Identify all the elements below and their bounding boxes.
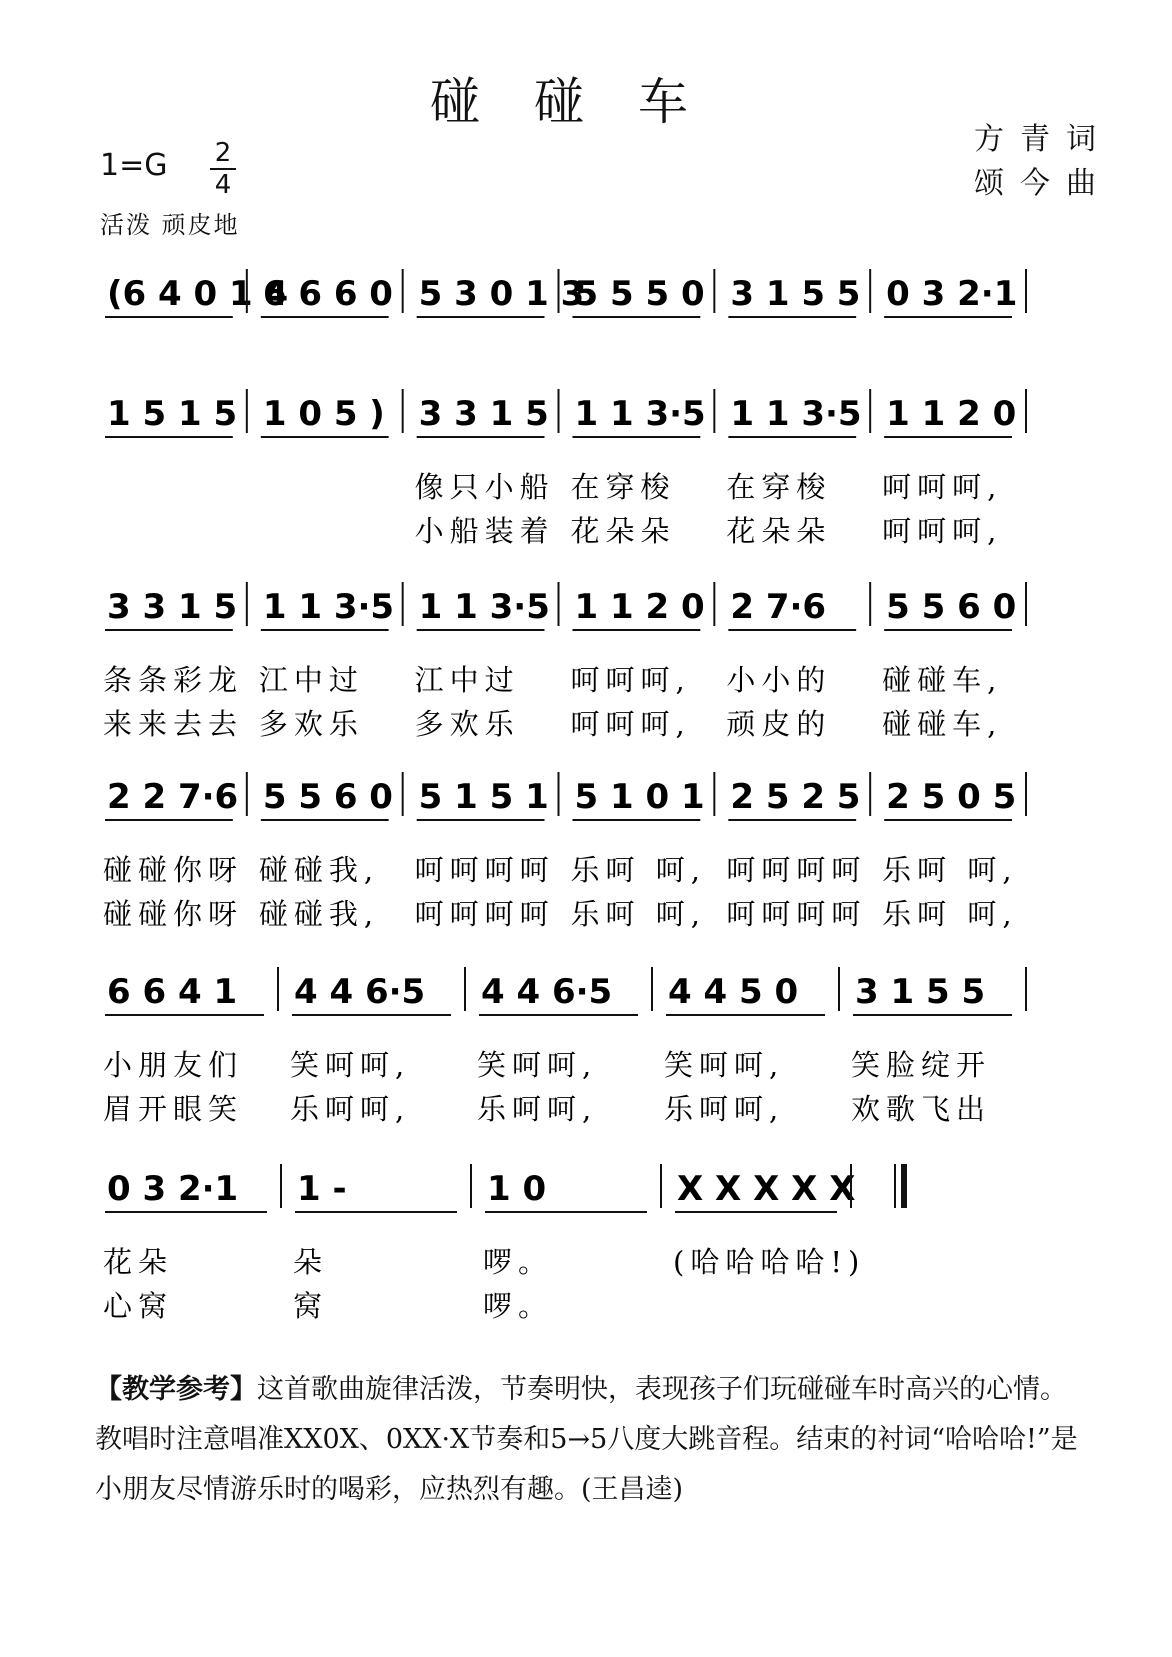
lyric-2-4-v2: 花朵朵 xyxy=(570,514,676,548)
measure-3-6: 5 5 6 0 xyxy=(886,587,1017,627)
measure-3-1: 3 3 1 5 xyxy=(107,587,238,627)
lyric-6-4-v1: (哈哈哈哈!) xyxy=(673,1245,866,1279)
lyric-2-3-v2: 小船装着 xyxy=(414,514,555,548)
lyricist-credit: 方青词 xyxy=(974,122,1112,157)
lyric-5-4-v1: 笑呵呵, xyxy=(664,1048,785,1082)
lyric-3-6-v2: 碰碰车, xyxy=(882,707,1003,741)
measure-6-2: 1 - xyxy=(297,1169,347,1209)
lyric-4-1-v2: 碰碰你呀 xyxy=(103,897,244,931)
lyric-4-2-v1: 碰碰我, xyxy=(258,853,380,887)
measure-5-3: 4 4 6·5 xyxy=(481,972,613,1012)
lyric-4-2-v2: 碰碰我, xyxy=(258,897,380,931)
lyric-3-5-v1: 小小的 xyxy=(726,663,832,697)
teaching-note-lead: 【教学参考】 xyxy=(95,1374,257,1405)
lyric-3-5-v2: 顽皮的 xyxy=(726,707,832,741)
lyric-6-3-v1: 啰。 xyxy=(483,1245,554,1279)
measure-4-6: 2 5 0 5 xyxy=(886,777,1017,817)
measure-5-2: 4 4 6·5 xyxy=(294,972,426,1012)
lyric-5-2-v2: 乐呵呵, xyxy=(290,1092,411,1126)
measure-3-3: 1 1 3·5 xyxy=(418,587,550,627)
measure-2-3: 3 3 1 5 xyxy=(418,394,549,434)
lyric-3-2-v1: 江中过 xyxy=(258,663,364,697)
lyric-4-3-v1: 呵呵呵呵 xyxy=(414,853,555,887)
measure-4-5: 2 5 2 5 xyxy=(730,777,861,817)
lyric-2-4-v1: 在穿梭 xyxy=(570,470,676,504)
lyric-2-5-v1: 在穿梭 xyxy=(726,470,832,504)
lyric-4-5-v2: 呵呵呵呵 xyxy=(726,897,867,931)
lyric-6-2-v2: 窝 xyxy=(293,1289,329,1323)
lyric-2-3-v1: 像只小船 xyxy=(414,470,555,504)
song-title: 碰碰车 xyxy=(430,73,742,131)
lyric-4-1-v1: 碰碰你呀 xyxy=(103,853,244,887)
measure-5-5: 3 1 5 5 xyxy=(855,972,986,1012)
measure-4-3: 5 1 5 1 xyxy=(418,777,549,817)
measure-5-4: 4 4 5 0 xyxy=(668,972,799,1012)
measure-3-5: 2 7·6 xyxy=(730,587,827,627)
lyric-5-1-v2: 眉开眼笑 xyxy=(103,1092,244,1126)
measure-2-2: 1 0 5 ) xyxy=(262,394,385,434)
measure-2-5: 1 1 3·5 xyxy=(730,394,862,434)
lyric-5-5-v1: 笑脸绽开 xyxy=(851,1048,992,1082)
lyric-3-6-v1: 碰碰车, xyxy=(882,663,1003,697)
lyric-4-3-v2: 呵呵呵呵 xyxy=(414,897,555,931)
measure-4-2: 5 5 6 0 xyxy=(262,777,393,817)
lyric-5-4-v2: 乐呵呵, xyxy=(664,1092,785,1126)
lyric-4-5-v1: 呵呵呵呵 xyxy=(726,853,867,887)
measure-1-2: 6 6 6 0 xyxy=(262,274,393,314)
time-signature-bottom: 4 xyxy=(214,170,232,200)
key-signature: 1=G xyxy=(100,148,168,183)
lyric-2-5-v2: 花朵朵 xyxy=(726,514,832,548)
lyric-3-3-v2: 多欢乐 xyxy=(414,707,520,741)
measure-5-1: 6 6 4 1 xyxy=(107,972,238,1012)
lyric-4-6-v1: 乐呵 呵, xyxy=(882,853,1018,887)
lyric-5-3-v1: 笑呵呵, xyxy=(477,1048,598,1082)
measure-1-6: 0 3 2·1 xyxy=(886,274,1018,314)
lyric-6-3-v2: 啰。 xyxy=(483,1289,554,1323)
measure-2-1: 1 5 1 5 xyxy=(107,394,238,434)
measure-3-4: 1 1 2 0 xyxy=(574,587,705,627)
lyric-6-2-v1: 朵 xyxy=(293,1245,329,1279)
lyric-3-3-v1: 江中过 xyxy=(414,663,520,697)
measure-4-1: 2 2 7·6 xyxy=(107,777,239,817)
lyric-2-6-v2: 呵呵呵, xyxy=(882,514,1003,548)
lyric-5-3-v2: 乐呵呵, xyxy=(477,1092,598,1126)
lyric-5-5-v2: 欢歌飞出 xyxy=(851,1092,992,1126)
lyric-5-1-v1: 小朋友们 xyxy=(103,1048,244,1082)
lyric-4-4-v2: 乐呵 呵, xyxy=(570,897,706,931)
measure-2-4: 1 1 3·5 xyxy=(574,394,706,434)
lyric-2-6-v1: 呵呵呵, xyxy=(882,470,1003,504)
lyric-6-1-v2: 心窝 xyxy=(103,1289,174,1323)
measure-6-3: 1 0 xyxy=(487,1169,547,1209)
measure-1-3: 5 3 0 1 3 xyxy=(418,274,585,314)
teaching-note xyxy=(95,1365,1085,1515)
time-signature-top: 2 xyxy=(214,138,232,168)
lyric-4-6-v2: 乐呵 呵, xyxy=(882,897,1018,931)
lyric-5-2-v1: 笑呵呵, xyxy=(290,1048,411,1082)
tempo-marking: 活泼 顽皮地 xyxy=(100,211,240,239)
lyric-3-1-v2: 来来去去 xyxy=(103,707,244,741)
teaching-note-text: 这首歌曲旋律活泼，节奏明快，表现孩子们玩碰碰车时高兴的心情。教唱时注意唱准XX0X、0XX·X节奏和5→5八度大跳音程。结束的衬词“哈哈哈!”是小朋友尽情游乐时的喝彩，应热烈有趣。(王昌逵) xyxy=(95,1374,1078,1505)
measure-6-1: 0 3 2·1 xyxy=(107,1169,239,1209)
lyric-3-4-v2: 呵呵呵, xyxy=(570,707,691,741)
lyric-4-4-v1: 乐呵 呵, xyxy=(570,853,706,887)
composer-credit: 颂今曲 xyxy=(974,166,1112,201)
measure-1-5: 3 1 5 5 xyxy=(730,274,861,314)
measure-3-2: 1 1 3·5 xyxy=(262,587,395,627)
measure-6-4: X X X X X xyxy=(677,1169,856,1209)
measure-2-6: 1 1 2 0 xyxy=(886,394,1017,434)
measure-1-4: 5 5 5 0 xyxy=(574,274,705,314)
lyric-3-4-v1: 呵呵呵, xyxy=(570,663,691,697)
lyric-3-1-v1: 条条彩龙 xyxy=(103,663,244,697)
lyric-3-2-v2: 多欢乐 xyxy=(258,707,364,741)
measure-1-1: (6 4 0 1 4 xyxy=(107,274,289,314)
lyric-6-1-v1: 花朵 xyxy=(103,1245,174,1279)
measure-4-4: 5 1 0 1 xyxy=(574,777,705,817)
